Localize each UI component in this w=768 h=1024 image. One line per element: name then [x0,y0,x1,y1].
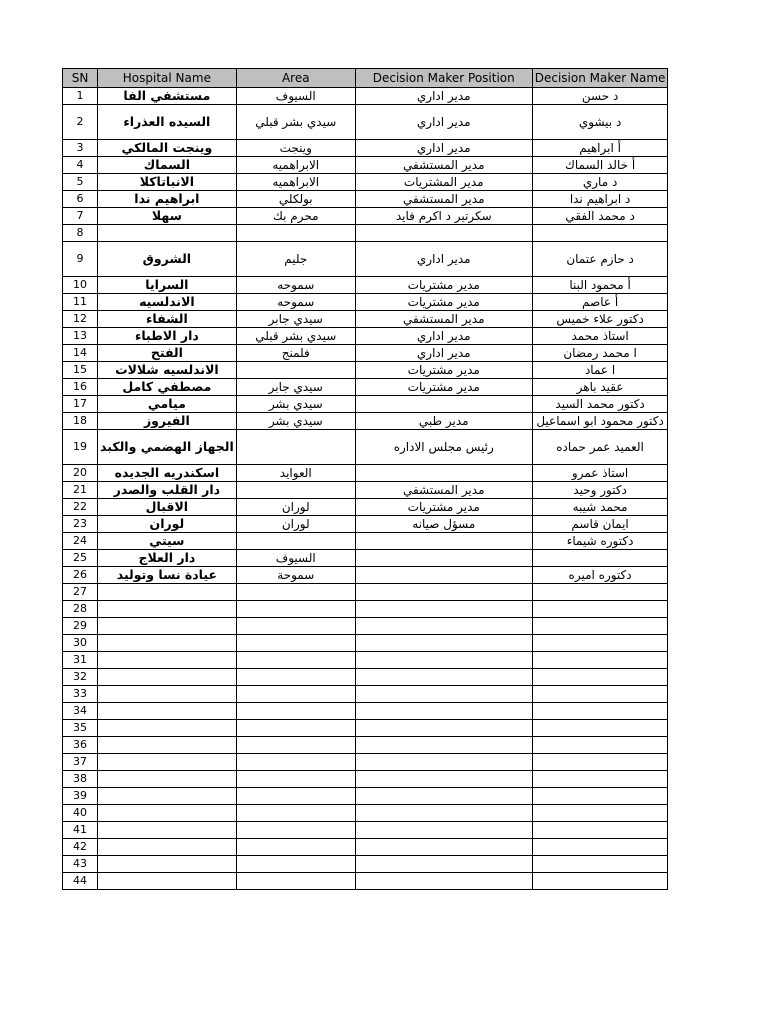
table-row [63,499,668,516]
hospital-name-cell[interactable]: ابراهيم ندا [98,191,237,208]
table-row [63,873,668,890]
hospital-name-cell[interactable]: سيتي [98,533,237,550]
table-row [63,88,668,105]
row-sn-cell[interactable]: 4 [63,157,98,174]
hospital-name-cell[interactable]: مستشفي الفا [98,88,237,105]
decision-maker-name-cell[interactable]: دكتور علاء خميس [532,311,668,328]
hospital-name-cell[interactable] [98,686,237,703]
area-cell[interactable]: سيدي جابر [236,379,355,396]
row-sn-cell[interactable]: 31 [63,652,98,669]
hospital-name-cell[interactable] [98,635,237,652]
decision-maker-name-cell[interactable] [532,550,668,567]
row-sn-cell[interactable]: 26 [63,567,98,584]
row-sn-cell[interactable]: 14 [63,345,98,362]
row-sn-cell[interactable]: 2 [63,105,98,140]
position-cell[interactable] [355,686,532,703]
decision-maker-name-cell[interactable]: د ابراهيم ندا [532,191,668,208]
hospital-name-cell[interactable]: الاندلسيه [98,294,237,311]
hospital-name-cell[interactable] [98,873,237,890]
decision-maker-name-cell[interactable] [532,805,668,822]
row-sn-cell[interactable]: 13 [63,328,98,345]
row-sn-cell[interactable]: 6 [63,191,98,208]
position-cell[interactable] [355,396,532,413]
row-sn-cell[interactable]: 41 [63,822,98,839]
table-body [63,88,668,890]
position-cell[interactable] [355,567,532,584]
decision-maker-name-cell[interactable]: استاذ عمرو [532,465,668,482]
table-row [63,771,668,788]
row-sn-cell[interactable]: 3 [63,140,98,157]
position-cell[interactable]: مسؤل صيانه [355,516,532,533]
decision-maker-name-cell[interactable]: د حسن [532,88,668,105]
row-sn-cell[interactable]: 40 [63,805,98,822]
table-row [63,618,668,635]
area-cell[interactable]: السيوف [236,88,355,105]
table-row [63,635,668,652]
hospital-name-cell[interactable] [98,618,237,635]
row-sn-cell[interactable]: 28 [63,601,98,618]
table-row [63,584,668,601]
table-row [63,191,668,208]
decision-maker-name-cell[interactable] [532,771,668,788]
position-cell[interactable]: مدير المستشفي [355,191,532,208]
table-row [63,805,668,822]
hospital-name-cell[interactable] [98,652,237,669]
row-sn-cell[interactable]: 1 [63,88,98,105]
position-cell[interactable] [355,550,532,567]
table-row [63,754,668,771]
hospital-name-cell[interactable]: ميامي [98,396,237,413]
table-row [63,242,668,277]
decision-maker-name-cell[interactable] [532,601,668,618]
area-cell[interactable]: الابراهميه [236,157,355,174]
row-sn-cell[interactable]: 33 [63,686,98,703]
row-sn-cell[interactable]: 20 [63,465,98,482]
row-sn-cell[interactable]: 16 [63,379,98,396]
row-sn-cell[interactable]: 38 [63,771,98,788]
area-cell[interactable] [236,839,355,856]
area-cell[interactable]: لوران [236,499,355,516]
row-sn-cell[interactable]: 10 [63,277,98,294]
decision-maker-name-cell[interactable]: دكتور محمد السيد [532,396,668,413]
table-row [63,516,668,533]
row-sn-cell[interactable]: 5 [63,174,98,191]
table-row [63,362,668,379]
hospital-name-cell[interactable]: الشروق [98,242,237,277]
table-row [63,277,668,294]
table-row [63,839,668,856]
area-cell[interactable] [236,703,355,720]
area-cell[interactable] [236,635,355,652]
hospital-name-cell[interactable] [98,839,237,856]
hospital-name-cell[interactable] [98,805,237,822]
position-cell[interactable]: مدير اداري [355,328,532,345]
area-cell[interactable] [236,737,355,754]
area-cell[interactable] [236,652,355,669]
row-sn-cell[interactable]: 29 [63,618,98,635]
hospital-name-cell[interactable] [98,771,237,788]
header-hospital-name: Hospital Name [98,69,237,88]
hospital-name-cell[interactable] [98,737,237,754]
position-cell[interactable] [355,584,532,601]
row-sn-cell[interactable]: 19 [63,430,98,465]
header-area: Area [236,69,355,88]
area-cell[interactable]: سيدي بشر قبلي [236,328,355,345]
hospital-name-cell[interactable] [98,720,237,737]
decision-maker-name-cell[interactable] [532,635,668,652]
area-cell[interactable]: وينجت [236,140,355,157]
area-cell[interactable]: بولكلي [236,191,355,208]
decision-maker-name-cell[interactable]: أ محمود البنا [532,277,668,294]
decision-maker-name-cell[interactable] [532,873,668,890]
hospital-name-cell[interactable]: الاقبال [98,499,237,516]
area-cell[interactable]: محرم بك [236,208,355,225]
row-sn-cell[interactable]: 36 [63,737,98,754]
area-cell[interactable]: سيدي بشر قبلي [236,105,355,140]
table-row [63,379,668,396]
area-cell[interactable] [236,533,355,550]
position-cell[interactable] [355,873,532,890]
decision-maker-name-cell[interactable] [532,669,668,686]
position-cell[interactable] [355,856,532,873]
area-cell[interactable] [236,601,355,618]
table-row [63,601,668,618]
area-cell[interactable]: السيوف [236,550,355,567]
area-cell[interactable] [236,873,355,890]
table-row [63,567,668,584]
area-cell[interactable] [236,822,355,839]
row-sn-cell[interactable]: 8 [63,225,98,242]
hospital-name-cell[interactable] [98,669,237,686]
hospital-name-cell[interactable]: الفيروز [98,413,237,430]
area-cell[interactable] [236,618,355,635]
position-cell[interactable]: مدير المستشفي [355,157,532,174]
header-decision-maker-position: Decision Maker Position [355,69,532,88]
decision-maker-name-cell[interactable] [532,703,668,720]
table-row [63,533,668,550]
area-cell[interactable]: سيدي بشر [236,413,355,430]
area-cell[interactable] [236,720,355,737]
table-row [63,703,668,720]
position-cell[interactable] [355,601,532,618]
decision-maker-name-cell[interactable] [532,618,668,635]
decision-maker-name-cell[interactable] [532,225,668,242]
row-sn-cell[interactable]: 18 [63,413,98,430]
area-cell[interactable] [236,856,355,873]
hospital-name-cell[interactable]: الفتح [98,345,237,362]
table-row [63,396,668,413]
row-sn-cell[interactable]: 32 [63,669,98,686]
table-row [63,140,668,157]
position-cell[interactable]: رئيس مجلس الاداره [355,430,532,465]
position-cell[interactable] [355,465,532,482]
hospital-name-cell[interactable] [98,754,237,771]
decision-maker-name-cell[interactable] [532,754,668,771]
row-sn-cell[interactable]: 21 [63,482,98,499]
row-sn-cell[interactable]: 15 [63,362,98,379]
row-sn-cell[interactable]: 43 [63,856,98,873]
position-cell[interactable] [355,652,532,669]
position-cell[interactable] [355,737,532,754]
table-row [63,294,668,311]
area-cell[interactable]: سيدي بشر [236,396,355,413]
table-row [63,550,668,567]
decision-maker-name-cell[interactable]: د ماري [532,174,668,191]
area-cell[interactable] [236,788,355,805]
decision-maker-name-cell[interactable]: دكتور محمود ابو اسماعيل [532,413,668,430]
decision-maker-name-cell[interactable]: ا عماد [532,362,668,379]
hospital-name-cell[interactable]: الانباتاكلا [98,174,237,191]
area-cell[interactable] [236,754,355,771]
decision-maker-name-cell[interactable]: ا محمد رمضان [532,345,668,362]
row-sn-cell[interactable]: 37 [63,754,98,771]
position-cell[interactable] [355,771,532,788]
header-decision-maker-name: Decision Maker Name [532,69,668,88]
position-cell[interactable]: مدير المشتريات [355,174,532,191]
table-row [63,788,668,805]
hospital-name-cell[interactable]: لوران [98,516,237,533]
decision-maker-name-cell[interactable]: العميد عمر حماده [532,430,668,465]
table-row [63,686,668,703]
row-sn-cell[interactable]: 34 [63,703,98,720]
position-cell[interactable] [355,805,532,822]
hospital-name-cell[interactable]: عيادة نسا وتوليد [98,567,237,584]
row-sn-cell[interactable]: 11 [63,294,98,311]
area-cell[interactable]: سموحة [236,567,355,584]
hospital-name-cell[interactable]: الشفاء [98,311,237,328]
decision-maker-name-cell[interactable] [532,822,668,839]
hospital-name-cell[interactable] [98,601,237,618]
decision-maker-name-cell[interactable] [532,737,668,754]
table-row [63,345,668,362]
row-sn-cell[interactable]: 7 [63,208,98,225]
position-cell[interactable] [355,533,532,550]
decision-maker-name-cell[interactable]: دكتوره اميره [532,567,668,584]
position-cell[interactable]: مدير مشتريات [355,277,532,294]
area-cell[interactable] [236,362,355,379]
area-cell[interactable] [236,805,355,822]
position-cell[interactable] [355,720,532,737]
table-header [63,69,668,88]
hospital-name-cell[interactable]: دار الاطباء [98,328,237,345]
position-cell[interactable]: مدير المستشفي [355,482,532,499]
table-row [63,465,668,482]
hospital-name-cell[interactable]: اسكندريه الجديده [98,465,237,482]
row-sn-cell[interactable]: 23 [63,516,98,533]
table-row [63,856,668,873]
decision-maker-name-cell[interactable] [532,839,668,856]
decision-maker-name-cell[interactable]: دكتور وحيد [532,482,668,499]
row-sn-cell[interactable]: 44 [63,873,98,890]
table-row [63,737,668,754]
row-sn-cell[interactable]: 39 [63,788,98,805]
position-cell[interactable] [355,669,532,686]
area-cell[interactable] [236,430,355,465]
hospital-contacts-table [62,68,668,890]
position-cell[interactable]: مدير اداري [355,105,532,140]
table-row [63,669,668,686]
decision-maker-name-cell[interactable]: محمد شيبه [532,499,668,516]
row-sn-cell[interactable]: 30 [63,635,98,652]
position-cell[interactable]: مدير مشتريات [355,499,532,516]
decision-maker-name-cell[interactable]: د بيشوي [532,105,668,140]
table-row [63,413,668,430]
position-cell[interactable] [355,754,532,771]
hospital-name-cell[interactable] [98,703,237,720]
decision-maker-name-cell[interactable]: أ خالد السماك [532,157,668,174]
table-row [63,822,668,839]
area-cell[interactable]: العوايد [236,465,355,482]
decision-maker-name-cell[interactable] [532,686,668,703]
header-sn: SN [63,69,98,88]
hospital-name-cell[interactable]: السيده العذراء [98,105,237,140]
position-cell[interactable] [355,635,532,652]
row-sn-cell[interactable]: 17 [63,396,98,413]
area-cell[interactable] [236,771,355,788]
decision-maker-name-cell[interactable]: د حازم عتمان [532,242,668,277]
decision-maker-name-cell[interactable]: عقيد باهر [532,379,668,396]
hospital-name-cell[interactable]: الاندلسيه شلالات [98,362,237,379]
table-row [63,482,668,499]
table-row [63,311,668,328]
decision-maker-name-cell[interactable]: استاذ محمد [532,328,668,345]
position-cell[interactable]: سكرتير د اكرم فايد [355,208,532,225]
decision-maker-name-cell[interactable] [532,788,668,805]
hospital-name-cell[interactable]: دار القلب والصدر [98,482,237,499]
decision-maker-name-cell[interactable]: ايمان قاسم [532,516,668,533]
area-cell[interactable]: سيدي جابر [236,311,355,328]
hospital-name-cell[interactable] [98,822,237,839]
position-cell[interactable] [355,822,532,839]
hospital-name-cell[interactable] [98,225,237,242]
row-sn-cell[interactable]: 27 [63,584,98,601]
decision-maker-name-cell[interactable]: أ ابراهيم [532,140,668,157]
area-cell[interactable] [236,686,355,703]
decision-maker-name-cell[interactable]: أ عاصم [532,294,668,311]
hospital-name-cell[interactable]: وينجت المالكي [98,140,237,157]
hospital-name-cell[interactable]: السماك [98,157,237,174]
table-row [63,430,668,465]
hospital-name-cell[interactable]: سهلا [98,208,237,225]
hospital-name-cell[interactable] [98,788,237,805]
table-row [63,225,668,242]
area-cell[interactable]: لوران [236,516,355,533]
area-cell[interactable]: سموحه [236,277,355,294]
area-cell[interactable]: فلمنج [236,345,355,362]
table-row [63,328,668,345]
table-row [63,174,668,191]
table-row [63,157,668,174]
position-cell[interactable]: مدير المستشفي [355,311,532,328]
position-cell[interactable] [355,788,532,805]
decision-maker-name-cell[interactable] [532,652,668,669]
area-cell[interactable] [236,482,355,499]
position-cell[interactable]: مدير اداري [355,345,532,362]
position-cell[interactable]: مدير مشتريات [355,379,532,396]
position-cell[interactable] [355,703,532,720]
position-cell[interactable]: مدير اداري [355,140,532,157]
row-sn-cell[interactable]: 35 [63,720,98,737]
position-cell[interactable]: مدير مشتريات [355,362,532,379]
decision-maker-name-cell[interactable]: دكتوره شيماء [532,533,668,550]
hospital-name-cell[interactable] [98,856,237,873]
table-row [63,720,668,737]
position-cell[interactable] [355,618,532,635]
header-row [63,69,668,88]
row-sn-cell[interactable]: 42 [63,839,98,856]
area-cell[interactable]: جليم [236,242,355,277]
decision-maker-name-cell[interactable]: د محمد الفقي [532,208,668,225]
table-row [63,105,668,140]
position-cell[interactable]: مدير مشتريات [355,294,532,311]
row-sn-cell[interactable]: 25 [63,550,98,567]
decision-maker-name-cell[interactable] [532,720,668,737]
table-row [63,652,668,669]
hospital-name-cell[interactable]: مصطفي كامل [98,379,237,396]
area-cell[interactable]: سموحه [236,294,355,311]
area-cell[interactable] [236,225,355,242]
hospital-name-cell[interactable]: السرايا [98,277,237,294]
hospital-name-cell[interactable]: دار العلاج [98,550,237,567]
table-row [63,208,668,225]
position-cell[interactable] [355,225,532,242]
row-sn-cell[interactable]: 24 [63,533,98,550]
area-cell[interactable]: الابراهميه [236,174,355,191]
position-cell[interactable] [355,839,532,856]
area-cell[interactable] [236,584,355,601]
position-cell[interactable]: مدير اداري [355,88,532,105]
position-cell[interactable]: مدير طبي [355,413,532,430]
hospital-name-cell[interactable] [98,584,237,601]
decision-maker-name-cell[interactable] [532,856,668,873]
row-sn-cell[interactable]: 22 [63,499,98,516]
row-sn-cell[interactable]: 9 [63,242,98,277]
decision-maker-name-cell[interactable] [532,584,668,601]
position-cell[interactable]: مدير اداري [355,242,532,277]
area-cell[interactable] [236,669,355,686]
hospital-name-cell[interactable]: الجهاز الهضمي والكبد [98,430,237,465]
row-sn-cell[interactable]: 12 [63,311,98,328]
